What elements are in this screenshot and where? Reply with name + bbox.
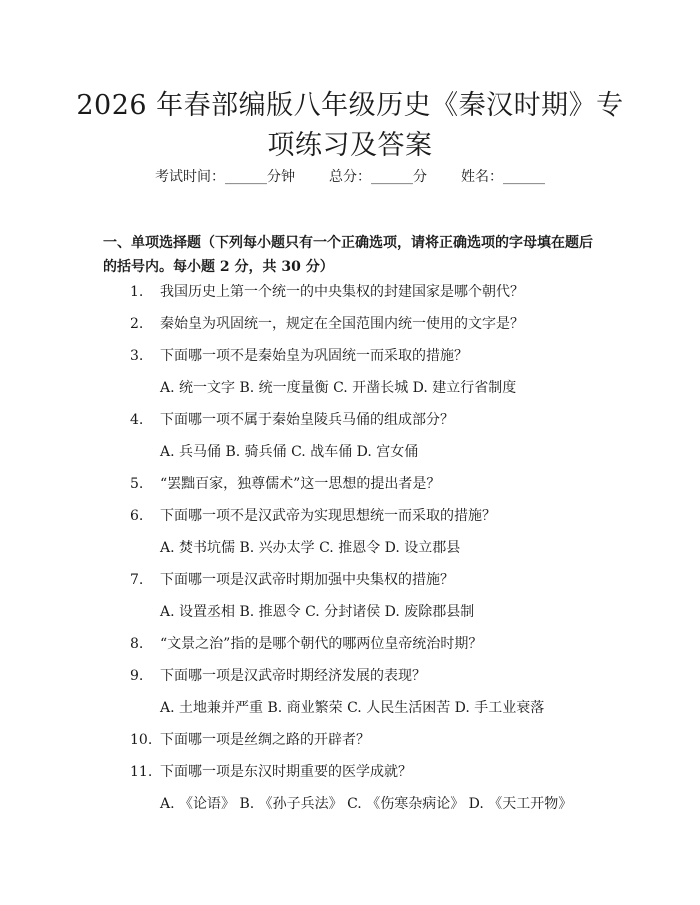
title-line-2: 项练习及答案 bbox=[267, 130, 433, 161]
question-text: 下面哪一项不是秦始皇为巩固统一而采取的措施？ bbox=[160, 348, 468, 364]
question-number: 9. bbox=[130, 668, 144, 684]
question-text: 我国历史上第一个统一的中央集权的封建国家是哪个朝代？ bbox=[160, 284, 524, 300]
question-text: “文景之治”指的是哪个朝代的哪两位皇帝统治时期？ bbox=[160, 636, 483, 652]
question-text: 下面哪一项不是汉武帝为实现思想统一而采取的措施？ bbox=[160, 508, 496, 524]
question-number: 11. bbox=[130, 764, 153, 780]
question-text: 下面哪一项是东汉时期重要的医学成就？ bbox=[160, 764, 412, 780]
question-4-options: A. 兵马俑 B. 骑兵俑 C. 战车俑 D. 宫女俑 bbox=[160, 444, 419, 460]
question-text: 下面哪一项是汉武帝时期加强中央集权的措施？ bbox=[160, 572, 454, 588]
exam-meta bbox=[0, 166, 700, 188]
total-score-field: 总分：______分 bbox=[329, 169, 427, 185]
question-text: 下面哪一项是汉武帝时期经济发展的表现？ bbox=[160, 668, 426, 684]
question-text: 下面哪一项是丝绸之路的开辟者？ bbox=[160, 732, 370, 748]
question-number: 10. bbox=[130, 732, 153, 748]
question-3-options: A. 统一文字 B. 统一度量衡 C. 开凿长城 D. 建立行省制度 bbox=[160, 380, 517, 396]
question-number: 5. bbox=[130, 476, 144, 492]
question-7-options: A. 设置丞相 B. 推恩令 C. 分封诸侯 D. 废除郡县制 bbox=[160, 604, 475, 620]
name-field: 姓名：______ bbox=[461, 169, 545, 185]
question-number: 1. bbox=[130, 284, 144, 300]
question-number: 6. bbox=[130, 508, 144, 524]
question-number: 2. bbox=[130, 316, 144, 332]
question-text: 秦始皇为巩固统一，规定在全国范围内统一使用的文字是？ bbox=[160, 316, 524, 332]
question-6-options: A. 焚书坑儒 B. 兴办太学 C. 推恩令 D. 设立郡县 bbox=[160, 540, 461, 556]
section-heading-line-1: 一、单项选择题（下列每小题只有一个正确选项，请将正确选项的字母填在题后 bbox=[103, 235, 593, 251]
section-heading-line-2: 的括号内。每小题 2 分，共 30 分） bbox=[103, 259, 334, 275]
question-text: “罢黜百家，独尊儒术”这一思想的提出者是？ bbox=[160, 476, 441, 492]
title-line-1: 2026 年春部编版八年级历史《秦汉时期》专 bbox=[76, 90, 624, 121]
question-number: 4. bbox=[130, 412, 144, 428]
section-heading bbox=[103, 231, 603, 279]
document-title bbox=[0, 86, 700, 166]
exam-time-field: 考试时间：______分钟 bbox=[155, 169, 295, 185]
question-text: 下面哪一项不属于秦始皇陵兵马俑的组成部分？ bbox=[160, 412, 454, 428]
question-11-options: A. 《论语》 B. 《孙子兵法》 C. 《伤寒杂病论》 D. 《天工开物》 bbox=[160, 796, 573, 812]
question-number: 8. bbox=[130, 636, 144, 652]
question-9-options: A. 土地兼并严重 B. 商业繁荣 C. 人民生活困苦 D. 手工业衰落 bbox=[160, 700, 545, 716]
question-number: 7. bbox=[130, 572, 144, 588]
question-number: 3. bbox=[130, 348, 144, 364]
